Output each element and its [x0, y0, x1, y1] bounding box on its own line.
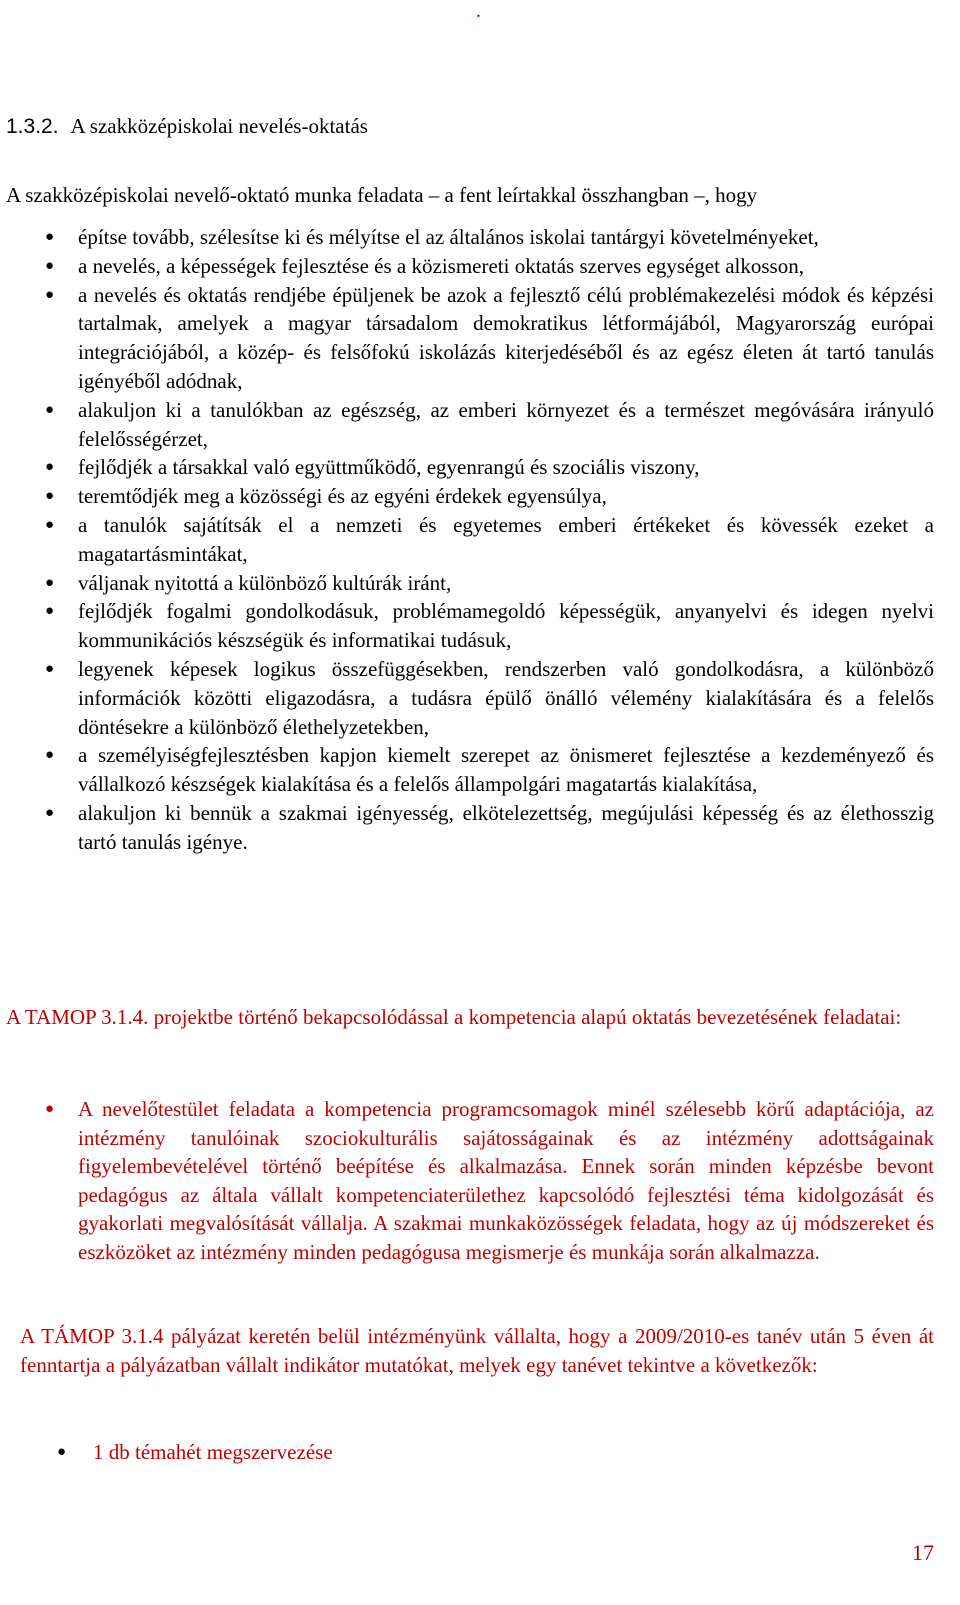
section-number: 1.3.2.: [6, 115, 59, 138]
list-item: ● a tanulók sajátítsák el a nemzeti és egyetemes emberi értékeket és kövessék ezeket a magatartásmintákat,: [45, 512, 934, 566]
list-item: ● építse tovább, szélesítse ki és mélyítse el az általános iskolai tantárgyi követelményeket,: [78, 223, 934, 252]
list-item: ● alakuljon ki a tanulókban az egészség, az emberi környezet és a természet megóvására irányuló felelősségérzet,: [45, 397, 934, 451]
list-item: ● a személyiségfejlesztésben kapjon kiemelt szerepet az önismeret fejlesztése a kezdeményező és vállalkozó készségek kialakítása és a felelős állampolgári magatartás kialakítása,: [45, 743, 934, 797]
bullet-icon: ●: [45, 747, 55, 764]
tamop-tasks-list: [45, 1095, 934, 1266]
bullet-icon: ●: [45, 229, 55, 245]
bullet-icon: ●: [45, 401, 55, 418]
page-number: 17: [912, 1540, 934, 1565]
list-item: ● váljanak nyitottá a különböző kultúrák iránt,: [78, 569, 934, 598]
bullet-icon: ●: [45, 488, 55, 505]
list-item: ● teremtődjék meg a közösségi és az egyéni érdekek egyensúlya,: [78, 482, 934, 511]
indicator-list: [57, 1438, 793, 1467]
section-title: A szakközépiskolai nevelés-oktatás: [70, 114, 368, 138]
list-item: ● fejlődjék fogalmi gondolkodásuk, problémamegoldó képességük, anyanyelvi és idegen nyelvi kommunikációs készségük és informatikai tudásuk,: [45, 599, 934, 653]
list-item: ● a nevelés, a képességek fejlesztése és a közismereti oktatás szerves egységet alkosson,: [78, 252, 934, 281]
list-item: ● alakuljon ki bennük a szakmai igényesség, elkötelezettség, megújulási képesség és az élethosszig tartó tanulás igénye.: [45, 800, 934, 854]
intro-paragraph: A szakközépiskolai nevelő-oktató munka feladata – a fent leírtakkal összhangban –, hogy: [6, 183, 758, 207]
tamop-paragraph: A TÁMOP 3.1.4 pályázat keretén belül intézményünk vállalta, hogy a 2009/2010-es tanév után 5 éven át fenntartja a pályázatban vállalt indikátor mutatókat, melyek egy tanévet tekintve a következők:: [20, 1324, 934, 1377]
bullet-icon: ●: [45, 459, 55, 476]
bullet-icon: ●: [45, 516, 55, 533]
list-item: ● 1 db témahét megszervezése: [93, 1438, 793, 1467]
bullet-icon: ●: [45, 660, 55, 677]
bullet-icon: ●: [45, 574, 55, 591]
bullet-icon: ●: [45, 286, 55, 303]
list-item: ● legyenek képesek logikus összefüggésekben, rendszerben való gondolkodásra, a különböző információk közötti eligazodásra, a tudásra épülő önálló vélemény kialakítására és a felelős döntésekre a különböző élethelyzetekben,: [45, 656, 934, 739]
bullet-icon: ●: [45, 257, 55, 274]
bullet-icon: ●: [57, 1444, 67, 1460]
goals-list: [45, 223, 934, 857]
bullet-icon: ●: [45, 804, 55, 821]
top-mark: .: [476, 0, 481, 22]
section-heading: [6, 114, 368, 139]
list-item: ● a nevelés és oktatás rendjébe épüljenek be azok a fejlesztő célú problémakezelési módok és képzési tartalmak, amelyek a magyar társadalom demokratikus létformájából, Magyarország európai integrációjából, a közép- és felsőfokú iskolázás kiterjedéséből és az egész életen át tartó tanulás igényéből adódnak,: [45, 282, 934, 393]
list-item: ● A nevelőtestület feladata a kompetencia programcsomagok minél szélesebb körű adaptációja, az intézmény tanulóinak szociokulturális sajátosságainak és az intézmény adottságainak figyelembevételével történő beépítése és alkalmazása. Ennek során minden képzésbe bevont pedagógus az általa vállalt kompetenciaterülethez kapcsolódó fejlesztési téma kidolgozását és gyakorlati megvalósítását vállalja. A szakmai munkaközösségek feladata, hogy az új módszereket és eszközöket az intézmény minden pedagógusa megismerje és munkája során alkalmazza.: [45, 1097, 934, 1264]
bullet-icon: ●: [45, 1101, 55, 1117]
tamop-intro-paragraph: A TAMOP 3.1.4. projektbe történő bekapcsolódással a kompetencia alapú oktatás bevezetésének feladatai:: [6, 1005, 902, 1029]
list-item: ● fejlődjék a társakkal való együttműködő, egyenrangú és szociális viszony,: [78, 453, 934, 482]
bullet-icon: ●: [45, 603, 55, 620]
